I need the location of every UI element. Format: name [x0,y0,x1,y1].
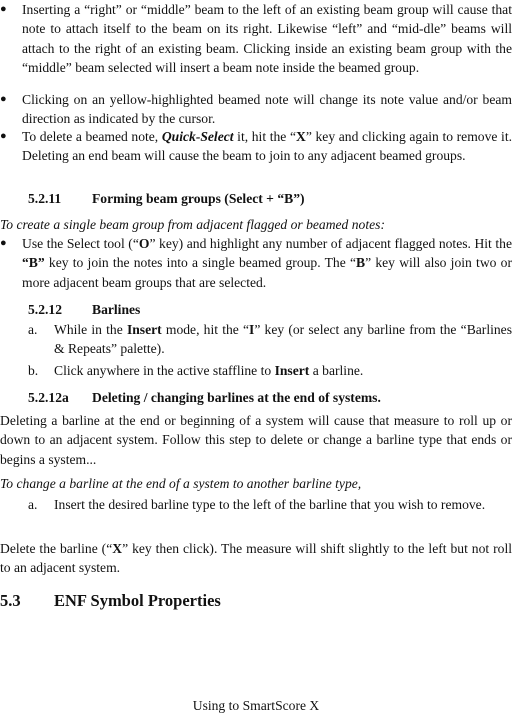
bullet-text [22,0,512,77]
list-item [0,127,512,166]
list-item [28,495,512,514]
page-footer: Using to SmartScore X [192,698,320,713]
step-text [54,361,512,380]
list-item [28,320,512,359]
intro-text: To create a single beam group from adjacent flagged or beamed notes: [0,217,385,232]
bullet-text [22,127,512,166]
text-run: key to join the notes into a single beamed group. The “ [44,255,356,271]
emphasis-text: “B” [22,255,45,271]
text-run: Use the Select tool (“ [22,236,139,251]
intro-text: To change a barline at the end of a system to another barline type, [0,476,362,491]
text-run: a barline. [309,363,364,378]
text-run: ” key will also join two or more adjacent beam groups that are selected. [22,255,512,290]
bullet-text [22,234,512,292]
emphasis-text: Insert [274,363,310,378]
text-run: ” key and clicking again to remove it. Deleting an end beam will cause the beam to join to any adjacent beamed groups. [22,129,512,164]
text-run: mode, hit the “ [161,322,250,337]
text-run: While in the [54,322,127,337]
text-run: Delete the barline (“ [0,541,113,556]
section-number: 5.2.12a [28,390,69,405]
text-run: Clicking on an yellow-highlighted beamed note will change its note value and/or beam direction as indicated by the cursor. [22,92,512,127]
text-run: Click anywhere in the active staffline to [54,363,275,378]
step-text [54,320,512,359]
step-text [54,495,512,514]
body-paragraph: Deleting a barline at the end or beginning of a system will cause that measure to roll up or down to an adjacent system. Follow this step to delete or change a barline type that ends or begins a system... [0,413,512,467]
emphasis-text: X [112,541,123,556]
emphasis-text: O [138,236,150,251]
list-item [28,361,512,380]
list-item [0,234,512,292]
bullet-text [22,90,512,129]
section-title: Forming beam groups (Select + “B”) [92,191,305,206]
section-title: Deleting / changing barlines at the end of systems. [92,390,381,405]
emphasis-text: B [356,255,366,271]
text-run: ” key (or select any barline from the “Barlines & Repeats” palette). [54,322,512,357]
section-number: 5.2.11 [28,191,62,206]
body-paragraph [0,539,512,578]
text-run: Insert the desired barline type to the left of the barline that you wish to remove. [54,497,486,512]
bullet-icon: ● [0,93,7,105]
text-run: it, hit the “ [233,129,296,144]
step-label: a. [28,497,38,512]
emphasis-text: Insert [126,322,162,337]
bullet-icon: ● [0,237,7,249]
bullet-icon: ● [0,130,7,142]
emphasis-text: Quick-Select [161,129,234,144]
text-run: Inserting a “right” or “middle” beam to the left of an existing beam group will cause that note to attach itself to the beam on its right. Likewise “left” and “mid-dle” beams will attach to the right of an existing beam. Clicking inside an existing beam group with the “middle” beam selected will insert a beam note inside the beamed group. [22,2,512,75]
step-label: b. [28,363,39,378]
list-item [0,90,512,129]
emphasis-text: I [249,322,255,337]
text-run: To delete a beamed note, [22,129,162,144]
text-run: ” key) and highlight any number of adjacent flagged notes. Hit the [149,236,512,251]
bullet-icon: ● [0,3,7,15]
section-title: ENF Symbol Properties [54,591,221,610]
section-number: 5.3 [0,591,21,610]
section-title: Barlines [92,302,141,317]
emphasis-text: X [296,129,306,144]
list-item [0,0,512,77]
step-label: a. [28,322,38,337]
section-number: 5.2.12 [28,302,62,317]
text-run: ” key then click). The measure will shift slightly to the left but not roll to an adjacent system. [0,541,512,576]
